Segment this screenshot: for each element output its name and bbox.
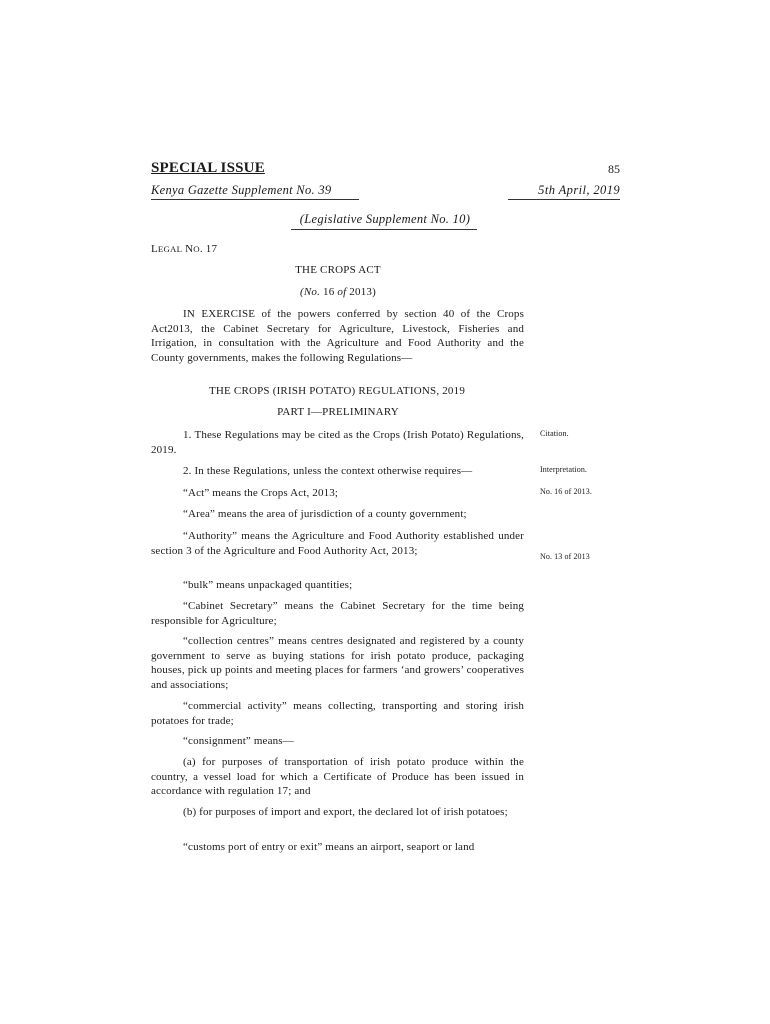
definition-consignment: “consignment” means— [183, 735, 294, 747]
legislative-supplement-underline [291, 229, 477, 230]
date-underline [508, 199, 620, 200]
consignment-item-b: (b) for purposes of import and export, the declared lot of irish potatoes; [183, 806, 508, 818]
definition-authority: “Authority” means the Agriculture and Food Authority established under section 3 of the Agriculture and Food Authority Act, 2013; [151, 530, 524, 557]
definition-commercial-activity: “commercial activity” means collecting, transporting and storing irish potatoes for trade; [151, 700, 524, 727]
legislative-supplement: (Legislative Supplement No. 10) [299, 212, 471, 226]
gazette-underline [151, 199, 359, 200]
definition-customs-port: “customs port of entry or exit” means an airport, seaport or land [183, 841, 475, 853]
definition-area: “Area” means the area of jurisdiction of a county government; [183, 508, 467, 520]
definition-act: “Act” means the Crops Act, 2013; [183, 487, 339, 499]
part-title: PART I—PRELIMINARY [277, 406, 399, 418]
gazette-title: Kenya Gazette Supplement No. 39 [151, 183, 332, 197]
consignment-item-a: (a) for purposes of transportation of irish potato produce within the country, a vessel load for which a Certificate of Produce has been issued in accordance with regulation 17; and [151, 756, 524, 798]
paragraph-interpretation: 2. In these Regulations, unless the context otherwise requires— [183, 465, 473, 477]
page-number: 85 [608, 162, 620, 176]
definition-cabinet-secretary: “Cabinet Secretary” means the Cabinet Secretary for the time being responsible for Agriculture; [151, 600, 524, 627]
issue-date: 5th April, 2019 [538, 183, 620, 197]
legal-notice-number: LEGAL NO. 17 [151, 243, 218, 255]
margin-note-act-13-2013: No. 13 of 2013 [540, 552, 590, 561]
regulations-title: THE CROPS (IRISH POTATO) REGULATIONS, 2019 [208, 385, 466, 397]
act-number: (No. 16 of 2013) [300, 286, 376, 298]
preamble: IN EXERCISE of the powers conferred by section 40 of the Crops Act2013, the Cabinet Secretary for Agriculture, Livestock, Fisheries and Irrigation, in consultation with the Agriculture and Food Authority and the County governments, makes the following Regulations— [151, 308, 524, 364]
definition-bulk: “bulk” means unpackaged quantities; [183, 579, 353, 591]
act-title: THE CROPS ACT [295, 264, 381, 276]
margin-note-act-16-2013: No. 16 of 2013. [540, 487, 592, 496]
definition-collection-centres: “collection centres” means centres designated and registered by a county government to serve as buying stations for irish potato produce, packaging houses, pick up points and meeting places for farmers ‘and growers’ cooperatives and associations; [151, 635, 524, 691]
paragraph-citation: 1. These Regulations may be cited as the Crops (Irish Potato) Regulations, 2019. [151, 429, 524, 456]
margin-note-interpretation: Interpretation. [540, 465, 588, 474]
special-issue-heading: SPECIAL ISSUE [151, 160, 265, 176]
margin-note-citation: Citation. [540, 429, 569, 438]
